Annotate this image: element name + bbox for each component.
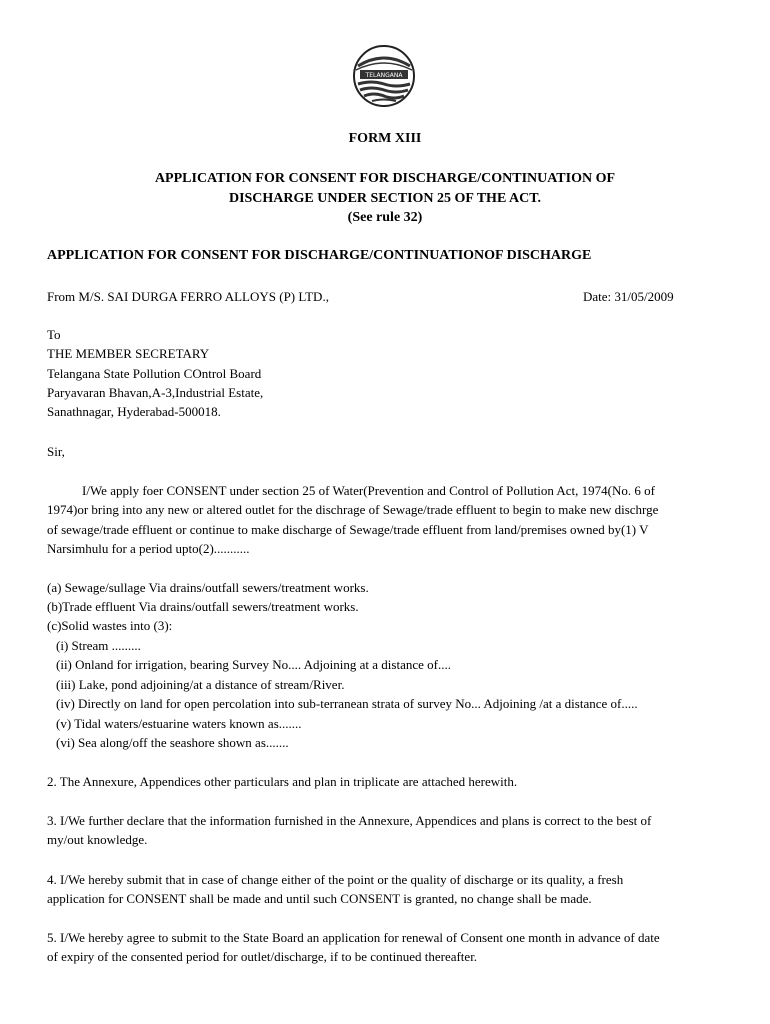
body-line-4: Narsimhulu for a period upto(2)........... xyxy=(47,541,250,556)
rule-reference: (See rule 32) xyxy=(347,210,423,225)
address-board: Telangana State Pollution COntrol Board xyxy=(47,366,262,381)
list-item-b: (b)Trade effluent Via drains/outfall sewers/treatment works. xyxy=(47,599,359,614)
logo-text: TELANGANA xyxy=(365,72,403,79)
application-title-line2: DISCHARGE UNDER SECTION 25 OF THE ACT. xyxy=(228,191,542,206)
address-recipient: THE MEMBER SECRETARY xyxy=(47,346,210,361)
point-4-line-2: application for CONSENT shall be made and until such CONSENT is granted, no change shall be made. xyxy=(47,891,592,906)
point-3-line-1: 3. I/We further declare that the information furnished in the Annexure, Appendices and plans is correct to the best of xyxy=(47,813,652,828)
list-item-c: (c)Solid wastes into (3): xyxy=(47,618,173,633)
point-5-line-2: of expiry of the consented period for outlet/discharge, if to be continued thereafter. xyxy=(47,949,478,964)
form-title: FORM XIII xyxy=(348,131,422,146)
sub-item-iv: (iv) Directly on land for open percolation into sub-terranean strata of survey No... Adjoining /at a distance of..... xyxy=(56,696,638,711)
date-line: Date: 31/05/2009 xyxy=(583,289,674,304)
telangana-seal-icon xyxy=(352,44,416,108)
point-4-line-1: 4. I/We hereby submit that in case of change either of the point or the quality of discharge or its quality, a fresh xyxy=(47,872,624,887)
salutation: Sir, xyxy=(47,444,65,459)
body-line-2: 1974)or bring into any new or altered outlet for the dischrage of Sewage/trade effluent to begin to make new dischrge xyxy=(47,502,659,517)
address-city: Sanathnagar, Hyderabad-500018. xyxy=(47,404,221,419)
body-line-3: of sewage/trade effluent or continue to make discharge of Sewage/trade effluent from land/premises owned by(1) V xyxy=(47,522,649,537)
body-line-1: I/We apply foer CONSENT under section 25 of Water(Prevention and Control of Pollution Act, 1974(No. 6 of xyxy=(82,483,655,498)
application-title-line1: APPLICATION FOR CONSENT FOR DISCHARGE/CONTINUATION OF xyxy=(154,171,616,186)
from-line: From M/S. SAI DURGA FERRO ALLOYS (P) LTD., xyxy=(47,289,329,304)
subheading: APPLICATION FOR CONSENT FOR DISCHARGE/CONTINUATIONOF DISCHARGE xyxy=(47,248,592,263)
list-item-a: (a) Sewage/sullage Via drains/outfall sewers/treatment works. xyxy=(47,580,369,595)
sub-item-i: (i) Stream ......... xyxy=(56,638,141,653)
sub-item-v: (v) Tidal waters/estuarine waters known as....... xyxy=(56,716,302,731)
sub-item-vi: (vi) Sea along/off the seashore shown as....... xyxy=(56,735,289,750)
sub-item-iii: (iii) Lake, pond adjoining/at a distance of stream/River. xyxy=(56,677,345,692)
address-building: Paryavaran Bhavan,A-3,Industrial Estate, xyxy=(47,385,264,400)
point-3-line-2: my/out knowledge. xyxy=(47,832,148,847)
sub-item-ii: (ii) Onland for irrigation, bearing Survey No.... Adjoining at a distance of.... xyxy=(56,657,451,672)
point-5-line-1: 5. I/We hereby agree to submit to the State Board an application for renewal of Consent one month in advance of date xyxy=(47,930,660,945)
point-2: 2. The Annexure, Appendices other particulars and plan in triplicate are attached herewith. xyxy=(47,774,518,789)
address-to: To xyxy=(47,327,61,342)
